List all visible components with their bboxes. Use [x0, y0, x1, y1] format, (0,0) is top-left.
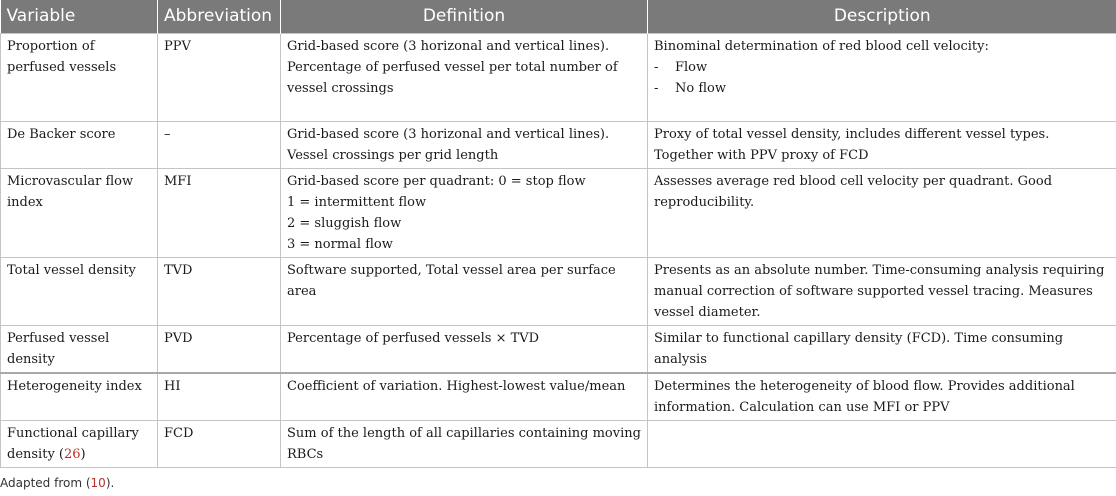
reference-link-26[interactable]: 26: [64, 447, 81, 462]
cell-definition: Sum of the length of all capillaries containing moving RBCs: [281, 421, 648, 468]
cell-abbreviation: TVD: [158, 258, 281, 326]
footnote-prefix: Adapted from (: [0, 476, 91, 490]
cell-definition: [281, 169, 648, 258]
cell-abbreviation: PPV: [158, 34, 281, 122]
cell-definition: Software supported, Total vessel area per surface area: [281, 258, 648, 326]
header-abbreviation: Abbreviation: [158, 0, 281, 34]
cell-variable: Total vessel density: [1, 258, 158, 326]
cell-description: Proxy of total vessel density, includes different vessel types. Together with PPV proxy of FCD: [648, 122, 1116, 169]
table-header-row: [1, 0, 1116, 34]
cell-description: Determines the heterogeneity of blood flow. Provides additional information. Calculation can use MFI or PPV: [648, 373, 1116, 421]
cell-abbreviation: –: [158, 122, 281, 169]
table-footnote: [0, 476, 1116, 490]
definition-line: Grid-based score per quadrant: 0 = stop flow: [287, 174, 586, 189]
footnote-suffix: ).: [105, 476, 115, 490]
table-row: [1, 326, 1116, 374]
cell-variable: Proportion of perfused vessels: [1, 34, 158, 122]
table-row: [1, 258, 1116, 326]
cell-variable: [1, 421, 158, 468]
cell-variable: Heterogeneity index: [1, 373, 158, 421]
cell-abbreviation: PVD: [158, 326, 281, 374]
table-row: [1, 122, 1116, 169]
header-definition: Definition: [281, 0, 648, 34]
cell-description: Similar to functional capillary density (FCD). Time consuming analysis: [648, 326, 1116, 374]
reference-link-10[interactable]: 10: [90, 476, 106, 490]
table-row: [1, 373, 1116, 421]
cell-variable: Perfused vessel density: [1, 326, 158, 374]
cell-definition: Percentage of perfused vessels × TVD: [281, 326, 648, 374]
cell-abbreviation: MFI: [158, 169, 281, 258]
cell-description: [648, 34, 1116, 122]
cell-description: [648, 421, 1116, 468]
definition-line: 3 = normal flow: [287, 237, 393, 252]
cell-description: Assesses average red blood cell velocity per quadrant. Good reproducibility.: [648, 169, 1116, 258]
cell-definition: Coefficient of variation. Highest-lowest value/mean: [281, 373, 648, 421]
variable-suffix: ): [80, 447, 86, 462]
description-list: [654, 57, 1110, 99]
cell-definition: Grid-based score (3 horizonal and vertical lines). Vessel crossings per grid length: [281, 122, 648, 169]
list-item: - Flow: [654, 57, 1110, 78]
definition-line: 1 = intermittent flow: [287, 195, 427, 210]
definition-line: 2 = sluggish flow: [287, 216, 402, 231]
table-row: [1, 421, 1116, 468]
variable-text: Functional capillary density (: [7, 426, 139, 462]
table-row: [1, 169, 1116, 258]
cell-abbreviation: HI: [158, 373, 281, 421]
cell-description: Presents as an absolute number. Time-consuming analysis requiring manual correction of software supported vessel tracing. Measures vessel diameter.: [648, 258, 1116, 326]
list-item: - No flow: [654, 78, 1110, 99]
header-variable: Variable: [1, 0, 158, 34]
cell-variable: Microvascular flow index: [1, 169, 158, 258]
cell-definition: Grid-based score (3 horizonal and vertical lines). Percentage of perfused vessel per total number of vessel crossings: [281, 34, 648, 122]
cell-abbreviation: FCD: [158, 421, 281, 468]
description-text: Binominal determination of red blood cell velocity:: [654, 39, 989, 54]
header-description: Description: [648, 0, 1116, 34]
table-row: [1, 34, 1116, 122]
cell-variable: De Backer score: [1, 122, 158, 169]
